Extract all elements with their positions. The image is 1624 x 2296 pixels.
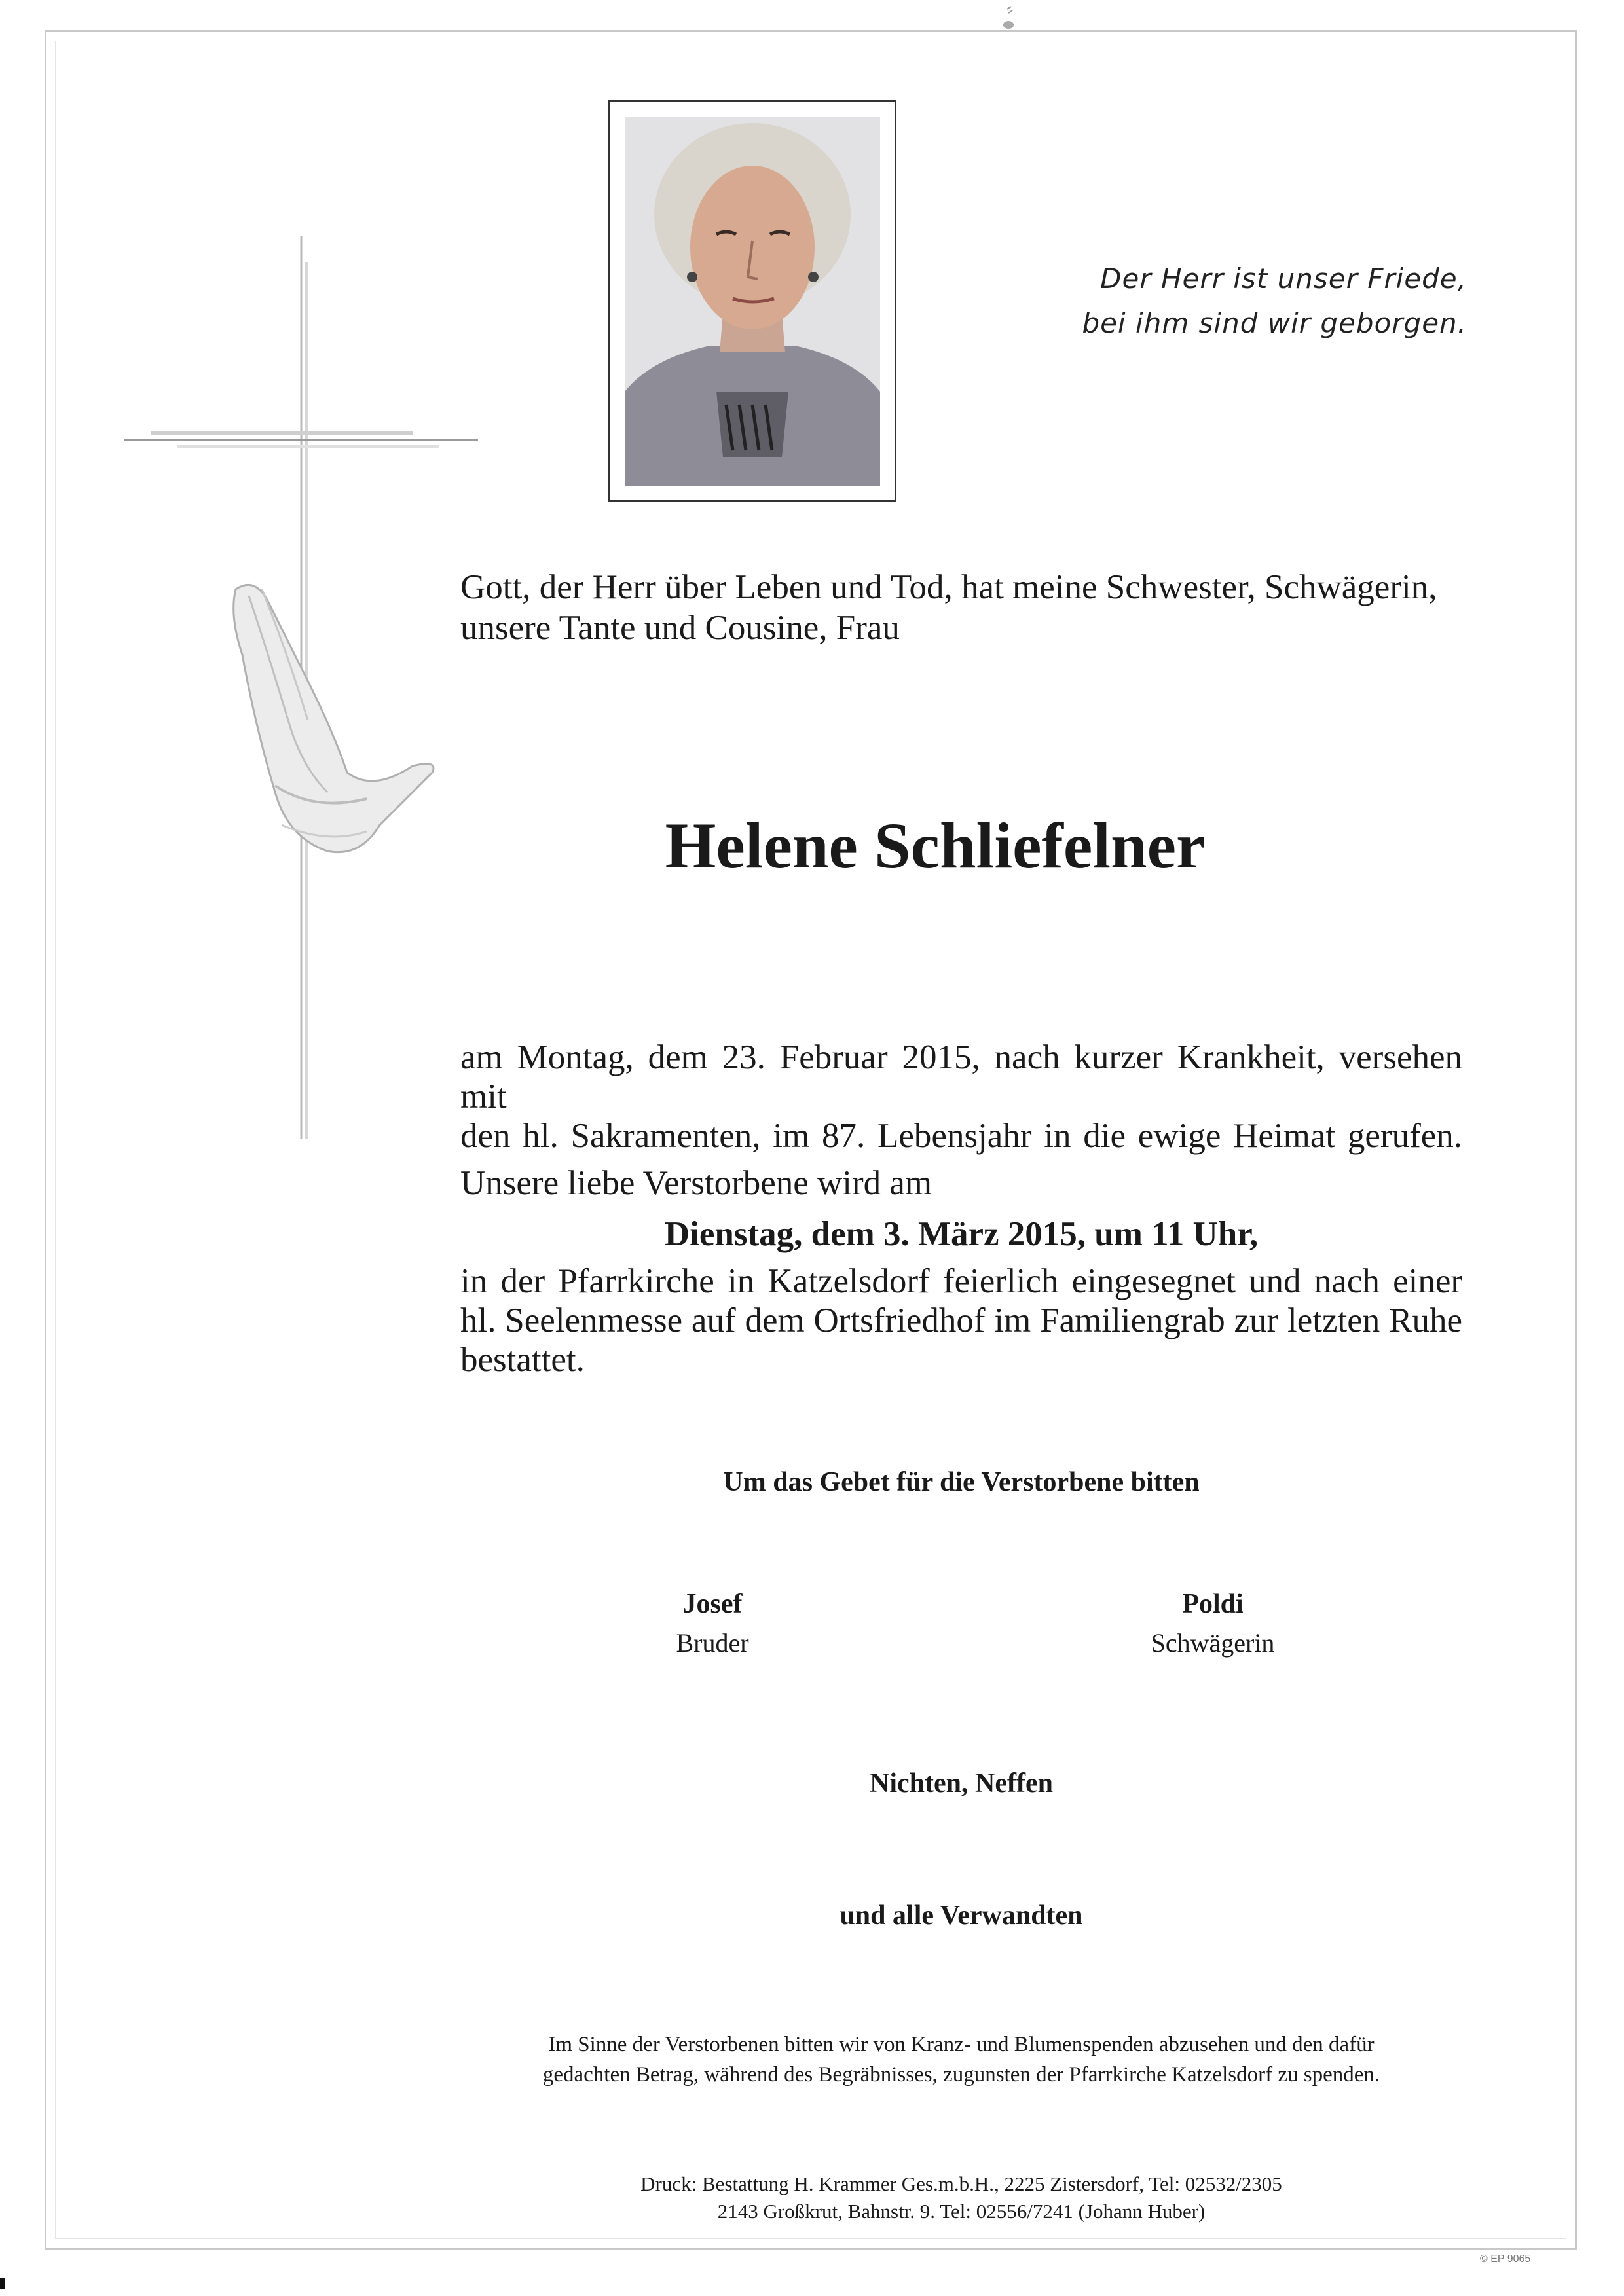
funeral-date: Dienstag, dem 3. März 2015, um 11 Uhr, [664, 1215, 1259, 1253]
intro-text [460, 567, 1482, 648]
scan-edge-mark [0, 2278, 5, 2289]
mourner-relation: Bruder [676, 1628, 749, 1658]
printer-line-2: 2143 Großkrut, Bahnstr. 9. Tel: 02556/7241 (Johann Huber) [717, 2200, 1206, 2223]
body-line-2: den hl. Sakramenten, im 87. Lebensjahr in die ewige Heimat gerufen. [460, 1117, 1462, 1155]
portrait-image [625, 117, 880, 486]
family-line-1: Nichten, Neffen [870, 1768, 1053, 1798]
donation-note-line-2: gedachten Betrag, während des Begräbnisses, zugunsten der Pfarrkirche Katzelsdorf zu spenden. [542, 2063, 1380, 2086]
intro-line-1: Gott, der Herr über Leben und Tod, hat meine Schwester, Schwägerin, [460, 568, 1437, 606]
printer-info [460, 2170, 1462, 2225]
body-line-4: in der Pfarrkirche in Katzelsdorf feierlich eingesegnet und nach einer [460, 1262, 1462, 1300]
prayer-request: Um das Gebet für die Verstorbene bitten [723, 1467, 1200, 1497]
body-line-1: am Montag, dem 23. Februar 2015, nach kurzer Krankheit, versehen mit [460, 1038, 1462, 1116]
body-line-5: hl. Seelenmesse auf dem Ortsfriedhof im Familiengrab zur letzten Ruhe [460, 1302, 1462, 1339]
mourner-name: Poldi [1182, 1589, 1244, 1619]
donation-note-line-1: Im Sinne der Verstorbenen bitten wir von Kranz- und Blumenspenden abzusehen und den dafür [548, 2033, 1375, 2056]
staple-mark-icon [1001, 5, 1018, 30]
intro-line-2: unsere Tante und Cousine, Frau [460, 609, 900, 647]
scripture-quote [1022, 257, 1467, 346]
quote-line-2: bei ihm sind wir geborgen. [1082, 307, 1467, 339]
praying-hands-icon [216, 576, 452, 877]
body-line-6: bestattet. [460, 1341, 585, 1379]
printer-line-1: Druck: Bestattung H. Krammer Ges.m.b.H., 2225 Zistersdorf, Tel: 02532/2305 [640, 2172, 1282, 2195]
portrait-photo [608, 100, 896, 502]
quote-line-1: Der Herr ist unser Friede, [1100, 263, 1467, 295]
mourner-1 [581, 1584, 843, 1663]
deceased-name: Helene Schliefelner [665, 809, 1206, 882]
form-code: © EP 9065 [1480, 2253, 1531, 2265]
donation-note [460, 2030, 1462, 2090]
mourner-relation: Schwägerin [1151, 1628, 1275, 1658]
mourner-2 [1082, 1584, 1344, 1663]
body-line-3: Unsere liebe Verstorbene wird am [460, 1164, 932, 1202]
mourner-name: Josef [682, 1589, 743, 1619]
family-line-2: und alle Verwandten [840, 1901, 1083, 1931]
announcement-body [460, 1038, 1462, 1379]
